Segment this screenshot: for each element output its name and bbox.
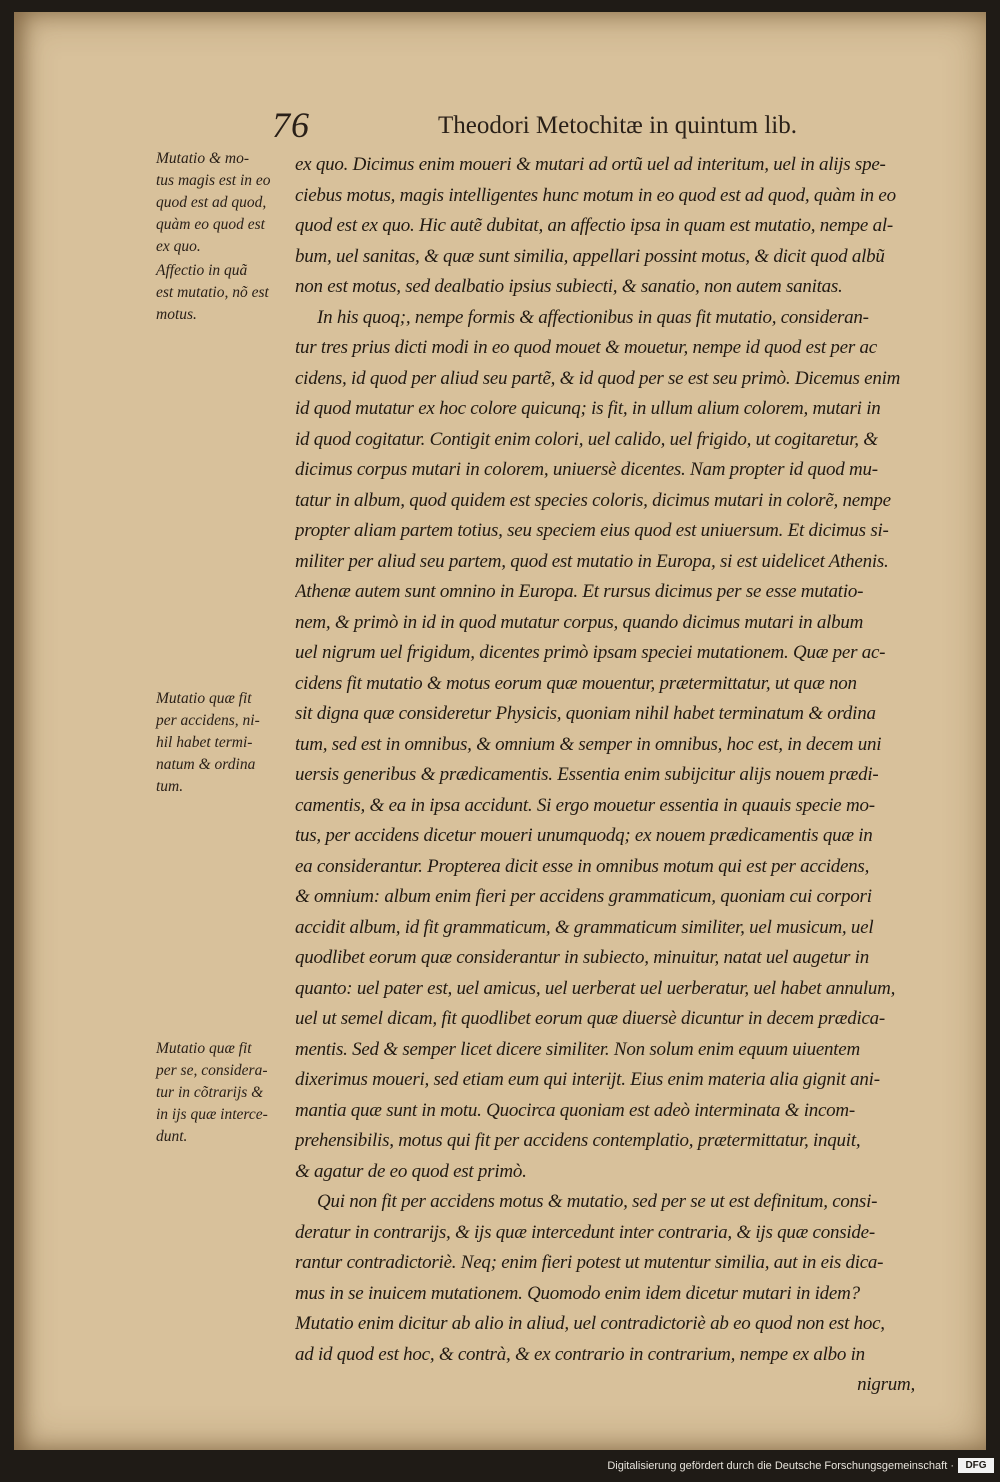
text-line: & omnium: album enim fieri per accidens grammaticum, quoniam cui corpori (295, 886, 872, 907)
text-line: ea considerantur. Propterea dicit esse in omnibus motum qui est per accidens, (295, 855, 870, 877)
text-line: cidens fit mutatio & motus eorum quæ mouentur, prætermittatur, ut quæ non (295, 672, 857, 694)
text-line: mentis. Sed & semper licet dicere similiter. Non solum enim equum uiuentem (295, 1038, 860, 1060)
margin-note-3: Mutatio quæ fit per accidens, ni- hil habet termi- natum & ordina tum. (156, 690, 260, 795)
text-line: rantur contradictoriè. Neq; enim fieri potest ut mutentur similia, aut in eis dica- (295, 1252, 884, 1273)
text-line: uersis generibus & prædicamentis. Essentia enim subijcitur alijs nouem prædi- (295, 764, 879, 785)
book-page (14, 12, 986, 1450)
text-line: prehensibilis, motus qui fit per accidens contemplatio, prætermittatur, inquit, (295, 1130, 861, 1151)
text-line: quod est ex quo. Hic autẽ dubitat, an affectio ipsa in quam est mutatio, nempe al- (295, 215, 893, 236)
text-line: dixerimus moueri, sed etiam eum qui interijt. Eius enim materia alia gignit ani- (295, 1069, 880, 1090)
margin-note-2: Affectio in quã est mutatio, nõ est motus. (156, 262, 269, 323)
text-line: ex quo. Dicimus enim moueri & mutari ad ortũ uel ad interitum, uel in alijs spe- (295, 154, 886, 175)
text-line: tus, per accidens dicetur moueri unumquodq; ex nouem prædicamentis quæ in (295, 825, 873, 846)
main-text-block (295, 150, 915, 1401)
text-line: Mutatio enim dicitur ab alio in aliud, uel contradictoriè ab eo quod non est hoc, (295, 1313, 885, 1334)
text-line: mantia quæ sunt in motu. Quocirca quoniam est adeò interminata & incom- (295, 1099, 855, 1121)
text-line: tum, sed est in omnibus, & omnium & semper in omnibus, hoc est, in decem uni (295, 733, 882, 755)
text-line: camentis, & ea in ipsa accidunt. Si ergo mouetur essentia in quauis specie mo- (295, 794, 875, 816)
text-line: non est motus, sed dealbatio ipsius subiecti, & sanatio, non autem sanitas. (295, 276, 843, 297)
text-line: deratur in contrarijs, & ijs quæ intercedunt inter contraria, & ijs quæ conside- (295, 1221, 875, 1243)
margin-note-1: Mutatio & mo- tus magis est in eo quod est ad quod, quàm eo quod est ex quo. (156, 150, 271, 255)
text-line: accidit album, id fit grammaticum, & grammaticum similiter, uel musicum, uel (295, 916, 874, 938)
text-line: id quod cogitatur. Contigit enim colori, uel calido, uel frigido, ut cogitaretur, & (295, 428, 878, 450)
text-line: In his quoq;, nempe formis & affectionibus in quas fit mutatio, consideran- (317, 306, 869, 328)
text-line: mus in se inuicem mutationem. Quomodo enim idem dicetur mutari in idem? (295, 1282, 860, 1304)
text-line: uel ut semel dicam, fit quodlibet eorum quæ diuersè dicuntur in decem prædica- (295, 1008, 885, 1029)
text-line: nem, & primò in id in quod mutatur corpus, quando dicimus mutari in album (295, 611, 864, 633)
text-line: propter aliam partem totius, seu speciem eius quod est uniuersum. Et dicimus si- (295, 520, 889, 541)
text-line: cidens, id quod per aliud seu partẽ, & id quod per se est seu primò. Dicemus enim (295, 367, 901, 389)
margin-note-4: Mutatio quæ fit per se, considera- tur in cõtrarijs & in ijs quæ interce- dunt. (156, 1040, 268, 1145)
text-line: Qui non fit per accidens motus & mutatio, sed per se ut est definitum, consi- (317, 1191, 878, 1212)
text-line: tur tres prius dicti modi in eo quod mouet & mouetur, nempe id quod est per ac (295, 337, 877, 358)
text-line: ciebus motus, magis intelligentes hunc motum in eo quod est ad quod, quàm in eo (295, 184, 896, 206)
text-line: dicimus corpus mutari in colorem, uniuersè dicentes. Nam propter id quod mu- (295, 459, 878, 480)
text-line: ad id quod est hoc, & contrà, & ex contrario in contrarium, nempe ex albo in (295, 1343, 865, 1365)
text-line: id quod mutatur ex hoc colore quicunq; is fit, in ullum alium colorem, mutari in (295, 398, 881, 419)
text-line: quodlibet eorum quæ considerantur in subiecto, minuitur, natat uel augetur in (295, 947, 869, 968)
text-line: Athenæ autem sunt omnino in Europa. Et rursus dicimus per se esse mutatio- (295, 581, 864, 602)
text-line: sit digna quæ consideretur Physicis, quoniam nihil habet terminatum & ordina (295, 703, 876, 724)
text-line: & agatur de eo quod est primò. (295, 1160, 527, 1182)
running-title: Theodori Metochitæ in quintum lib. (438, 112, 797, 139)
text-line: quanto: uel pater est, uel amicus, uel uerberat uel uerberatur, uel habet annulum, (295, 977, 896, 999)
page-number: 76 (272, 105, 310, 145)
digitization-footer (0, 1450, 1000, 1482)
funding-credit: Digitalisierung gefördert durch die Deutsche Forschungsgemeinschaft · (607, 1460, 954, 1472)
dfg-logo-icon: DFG (958, 1458, 994, 1473)
catchword: nigrum, (857, 1374, 915, 1395)
text-line: uel nigrum uel frigidum, dicentes primò ipsam speciei mutationem. Quæ per ac- (295, 642, 886, 663)
text-line: militer per aliud seu partem, quod est mutatio in Europa, si est uidelicet Athenis. (295, 550, 889, 572)
text-line: tatur in album, quod quidem est species coloris, dicimus mutari in colorẽ, nempe (295, 489, 891, 511)
text-line: bum, uel sanitas, & quæ sunt similia, appellari possint motus, & dicit quod albũ (295, 245, 885, 267)
